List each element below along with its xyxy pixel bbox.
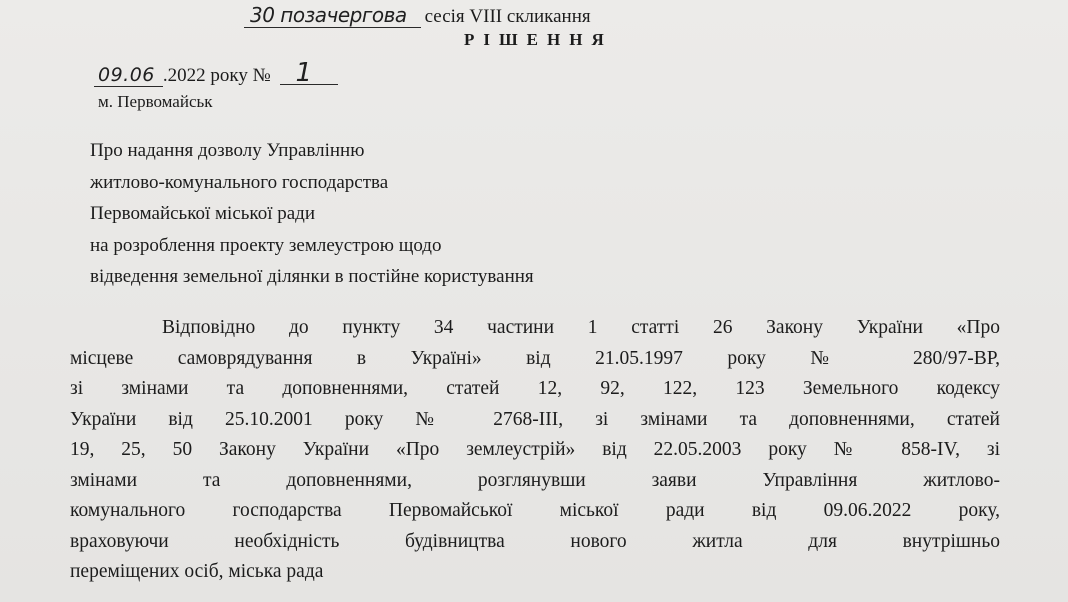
- decision-subject: [90, 140, 534, 298]
- body-line: 19, 25, 50 Закону України «Про землеустрій» від 22.05.2003 року № 858-IV, зі: [70, 439, 1000, 460]
- decision-body: [70, 317, 1000, 592]
- body-line: переміщених осіб, міська рада: [70, 561, 324, 582]
- subject-line: житлово-комунального господарства: [90, 171, 389, 193]
- date-number-line: [94, 58, 338, 88]
- decision-title: РІШЕННЯ: [464, 30, 613, 49]
- session-line: [244, 3, 591, 28]
- handwritten-decision-number: 1: [280, 62, 339, 85]
- body-line: Відповідно до пункту 34 частини 1 статті 26 Закону України «Про: [162, 317, 1000, 338]
- handwritten-session-number: 30 позачергова: [244, 3, 421, 28]
- handwritten-date: 09.06: [94, 64, 163, 87]
- subject-line: на розроблення проекту землеустрою щодо: [90, 234, 442, 256]
- body-line: зі змінами та доповненнями, статей 12, 92, 122, 123 Земельного кодексу: [70, 378, 1000, 399]
- date-year-label: .2022 року №: [162, 65, 271, 86]
- subject-line: відведення земельної ділянки в постійне користування: [90, 266, 534, 287]
- subject-line: Первомайської міської ради: [90, 203, 315, 224]
- body-line: комунального господарства Первомайської міської ради від 09.06.2022 року,: [70, 500, 1000, 521]
- city-name: м. Первомайськ: [98, 92, 213, 111]
- session-label: сесія VIII скликання: [424, 6, 591, 27]
- body-line: місцеве самоврядування в Україні» від 21.05.1997 року № 280/97-ВР,: [70, 347, 1000, 369]
- body-line: враховуючи необхідність будівництва нового житла для внутрішньо: [70, 530, 1000, 552]
- body-line: змінами та доповненнями, розглянувши заяви Управління житлово-: [70, 469, 1000, 491]
- body-line: України від 25.10.2001 року № 2768-ІІІ, зі змінами та доповненнями, статей: [70, 408, 1000, 430]
- subject-line: Про надання дозволу Управлінню: [90, 140, 365, 161]
